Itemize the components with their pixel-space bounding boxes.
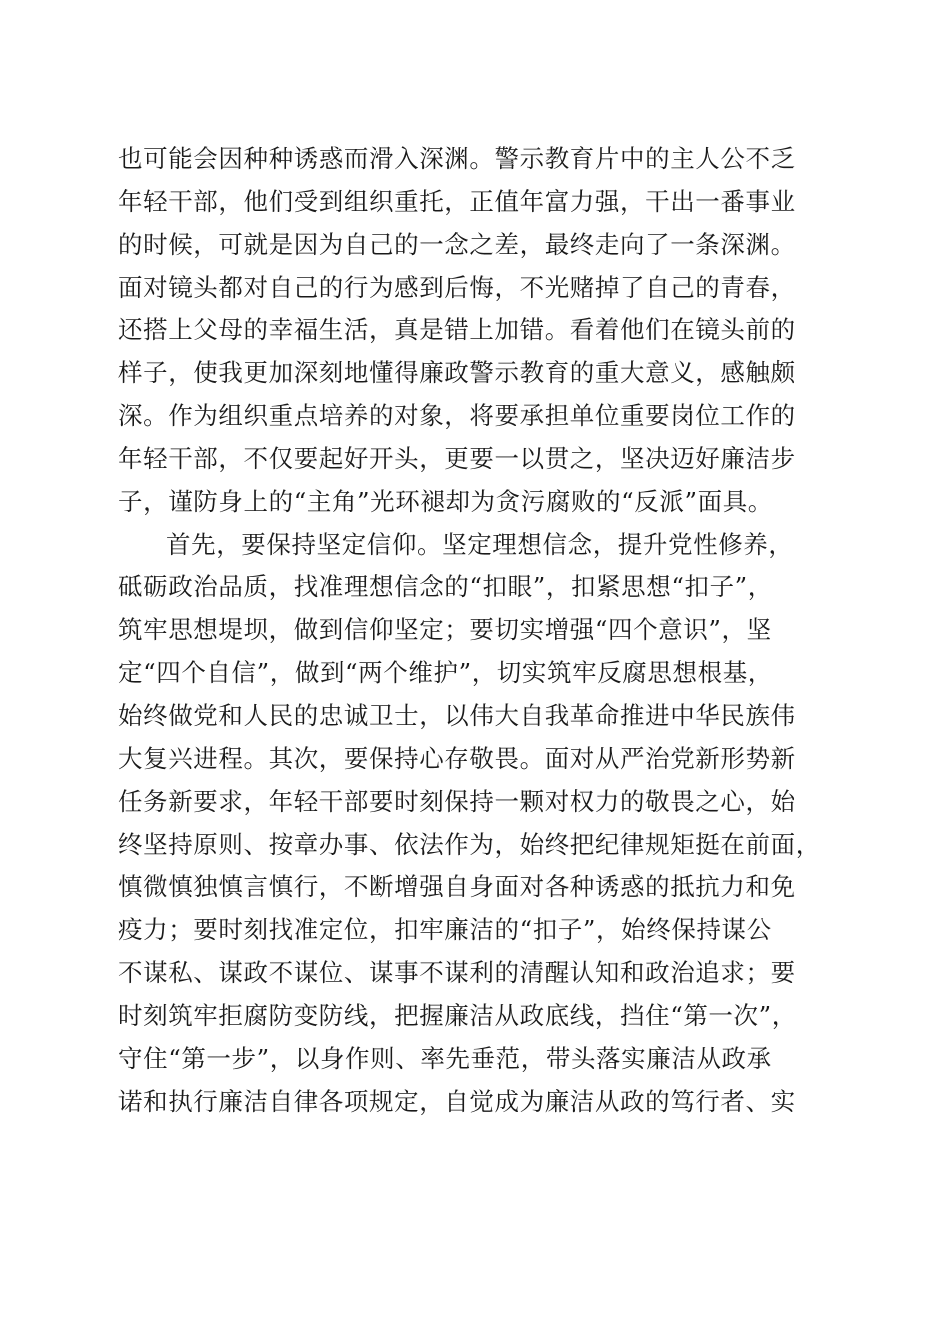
document-body <box>118 138 838 1123</box>
text-line-1: 也可能会因种种诱惑而滑入深渊。警示教育片中的主人公不乏 <box>118 144 796 173</box>
text-line-16: 任务新要求，年轻干部要时刻保持一颗对权力的敬畏之心，始 <box>118 786 796 816</box>
text-line-5: 还搭上父母的幸福生活，真是错上加错。看着他们在镜头前的 <box>118 315 796 345</box>
text-line-6: 样子，使我更加深刻地懂得廉政警示教育的重大意义，感触颇 <box>118 358 796 388</box>
text-line-19: 疫力；要时刻找准定位，扣牢廉洁的“扣子”，始终保持谋公 <box>118 915 772 945</box>
text-line-13: 定“四个自信”，做到“两个维护”，切实筑牢反腐思想根基， <box>118 658 773 688</box>
text-line-22: 守住“第一步”，以身作则、率先垂范，带头落实廉洁从政承 <box>118 1043 772 1073</box>
text-line-2: 年轻干部，他们受到组织重托，正值年富力强，干出一番事业 <box>118 186 796 216</box>
text-line-17: 终坚持原则、按章办事、依法作为，始终把纪律规矩挺在前面， <box>118 829 821 859</box>
text-line-4: 面对镜头都对自己的行为感到后悔，不光赌掉了自己的青春， <box>118 272 796 302</box>
text-line-11: 砥砺政治品质，找准理想信念的“扣眼”，扣紧思想“扣子”， <box>118 572 773 602</box>
text-line-9: 子，谨防身上的“主角”光环褪却为贪污腐败的“反派”面具。 <box>118 486 773 516</box>
text-line-15: 大复兴进程。其次，要保持心存敬畏。面对从严治党新形势新 <box>118 743 796 773</box>
text-line-3: 的时候，可就是因为自己的一念之差，最终走向了一条深渊。 <box>118 229 796 259</box>
text-line-14: 始终做党和人民的忠诚卫士，以伟大自我革命推进中华民族伟 <box>118 700 796 730</box>
text-line-20: 不谋私、谋政不谋位、谋事不谋利的清醒认知和政治追求；要 <box>118 958 796 988</box>
text-line-8: 年轻干部，不仅要起好开头，更要一以贯之，坚决迈好廉洁步 <box>118 443 796 473</box>
text-line-23: 诺和执行廉洁自律各项规定，自觉成为廉洁从政的笃行者、实 <box>118 1086 796 1116</box>
text-line-21: 时刻筑牢拒腐防变防线，把握廉洁从政底线，挡住“第一次”， <box>118 1000 797 1030</box>
text-line-18: 慎微慎独慎言慎行，不断增强自身面对各种诱惑的抵抗力和免 <box>118 872 796 902</box>
text-line-12: 筑牢思想堤坝，做到信仰坚定；要切实增强“四个意识”，坚 <box>118 615 772 645</box>
text-line-7: 深。作为组织重点培养的对象，将要承担单位重要岗位工作的 <box>118 401 796 431</box>
paragraph-start-line: 首先，要保持坚定信仰。坚定理想信念，提升党性修养， <box>166 529 794 559</box>
